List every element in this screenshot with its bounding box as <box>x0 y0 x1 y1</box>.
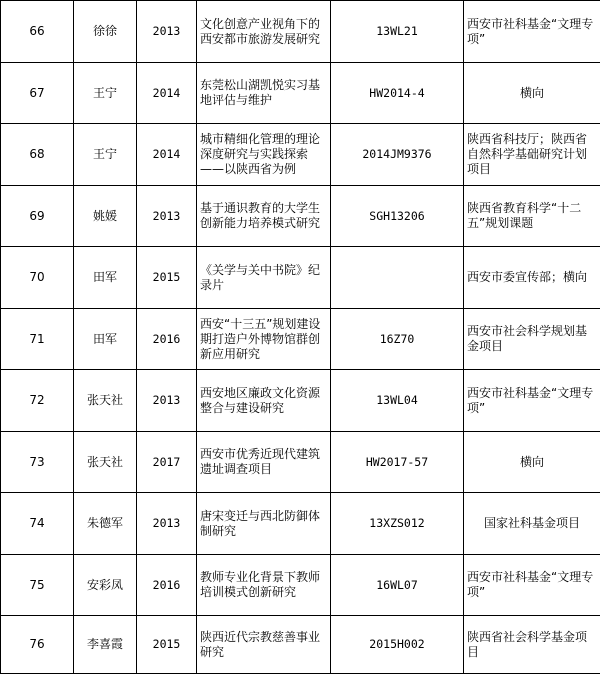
project-code <box>331 247 464 309</box>
row-index: 71 <box>1 309 74 370</box>
person-name: 田军 <box>74 309 137 370</box>
row-index: 72 <box>1 370 74 432</box>
project-year: 2014 <box>137 124 197 186</box>
project-title: 西安地区廉政文化资源整合与建设研究 <box>197 370 331 432</box>
project-source: 西安市社科基金“文理专项” <box>464 555 600 616</box>
person-name: 王宁 <box>74 124 137 186</box>
table-row <box>1 247 600 309</box>
table-row <box>1 309 600 370</box>
project-title: 西安市优秀近现代建筑遗址调查项目 <box>197 432 331 493</box>
row-index: 76 <box>1 616 74 674</box>
project-year: 2015 <box>137 616 197 674</box>
project-source: 横向 <box>464 432 600 493</box>
person-name: 姚媛 <box>74 186 137 247</box>
project-title: 陕西近代宗教慈善事业研究 <box>197 616 331 674</box>
project-title: 文化创意产业视角下的西安都市旅游发展研究 <box>197 1 331 63</box>
row-index: 73 <box>1 432 74 493</box>
project-code: HW2014-4 <box>331 63 464 124</box>
project-code: 13WL04 <box>331 370 464 432</box>
project-year: 2013 <box>137 370 197 432</box>
project-title: 《关学与关中书院》纪录片 <box>197 247 331 309</box>
project-year: 2016 <box>137 309 197 370</box>
project-title: 教师专业化背景下教师培训模式创新研究 <box>197 555 331 616</box>
project-code: 16WL07 <box>331 555 464 616</box>
person-name: 田军 <box>74 247 137 309</box>
person-name: 张天社 <box>74 432 137 493</box>
table-row <box>1 1 600 63</box>
project-year: 2017 <box>137 432 197 493</box>
table-row <box>1 63 600 124</box>
project-code: 16Z70 <box>331 309 464 370</box>
person-name: 朱德军 <box>74 493 137 555</box>
row-index: 67 <box>1 63 74 124</box>
row-index: 69 <box>1 186 74 247</box>
project-source: 陕西省教育科学“十二五”规划课题 <box>464 186 600 247</box>
project-title: 东莞松山湖凯悦实习基地评估与维护 <box>197 63 331 124</box>
project-code: 13WL21 <box>331 1 464 63</box>
project-title: 西安“十三五”规划建设期打造户外博物馆群创新应用研究 <box>197 309 331 370</box>
project-title: 基于通识教育的大学生创新能力培养模式研究 <box>197 186 331 247</box>
project-year: 2013 <box>137 186 197 247</box>
project-source: 西安市社科基金“文理专项” <box>464 370 600 432</box>
table-row <box>1 432 600 493</box>
project-code: SGH13206 <box>331 186 464 247</box>
project-code: HW2017-57 <box>331 432 464 493</box>
table-row <box>1 370 600 432</box>
person-name: 张天社 <box>74 370 137 432</box>
project-year: 2015 <box>137 247 197 309</box>
table-row <box>1 493 600 555</box>
row-index: 68 <box>1 124 74 186</box>
person-name: 李喜霞 <box>74 616 137 674</box>
project-source: 西安市社科基金“文理专项” <box>464 1 600 63</box>
row-index: 70 <box>1 247 74 309</box>
table-row <box>1 555 600 616</box>
project-code: 2015H002 <box>331 616 464 674</box>
person-name: 王宁 <box>74 63 137 124</box>
row-index: 75 <box>1 555 74 616</box>
table-row <box>1 124 600 186</box>
project-code: 13XZS012 <box>331 493 464 555</box>
project-year: 2014 <box>137 63 197 124</box>
person-name: 徐徐 <box>74 1 137 63</box>
project-source: 西安市社会科学规划基金项目 <box>464 309 600 370</box>
project-code: 2014JM9376 <box>331 124 464 186</box>
table-row <box>1 186 600 247</box>
project-source: 陕西省社会科学基金项目 <box>464 616 600 674</box>
project-year: 2016 <box>137 555 197 616</box>
project-source: 西安市委宣传部；横向 <box>464 247 600 309</box>
project-source: 横向 <box>464 63 600 124</box>
table-row <box>1 616 600 674</box>
project-source: 国家社科基金项目 <box>464 493 600 555</box>
project-title: 唐宋变迁与西北防御体制研究 <box>197 493 331 555</box>
row-index: 74 <box>1 493 74 555</box>
person-name: 安彩凤 <box>74 555 137 616</box>
project-source: 陕西省科技厅；陕西省自然科学基础研究计划项目 <box>464 124 600 186</box>
project-title: 城市精细化管理的理论深度研究与实践探索——以陕西省为例 <box>197 124 331 186</box>
project-year: 2013 <box>137 493 197 555</box>
row-index: 66 <box>1 1 74 63</box>
project-year: 2013 <box>137 1 197 63</box>
